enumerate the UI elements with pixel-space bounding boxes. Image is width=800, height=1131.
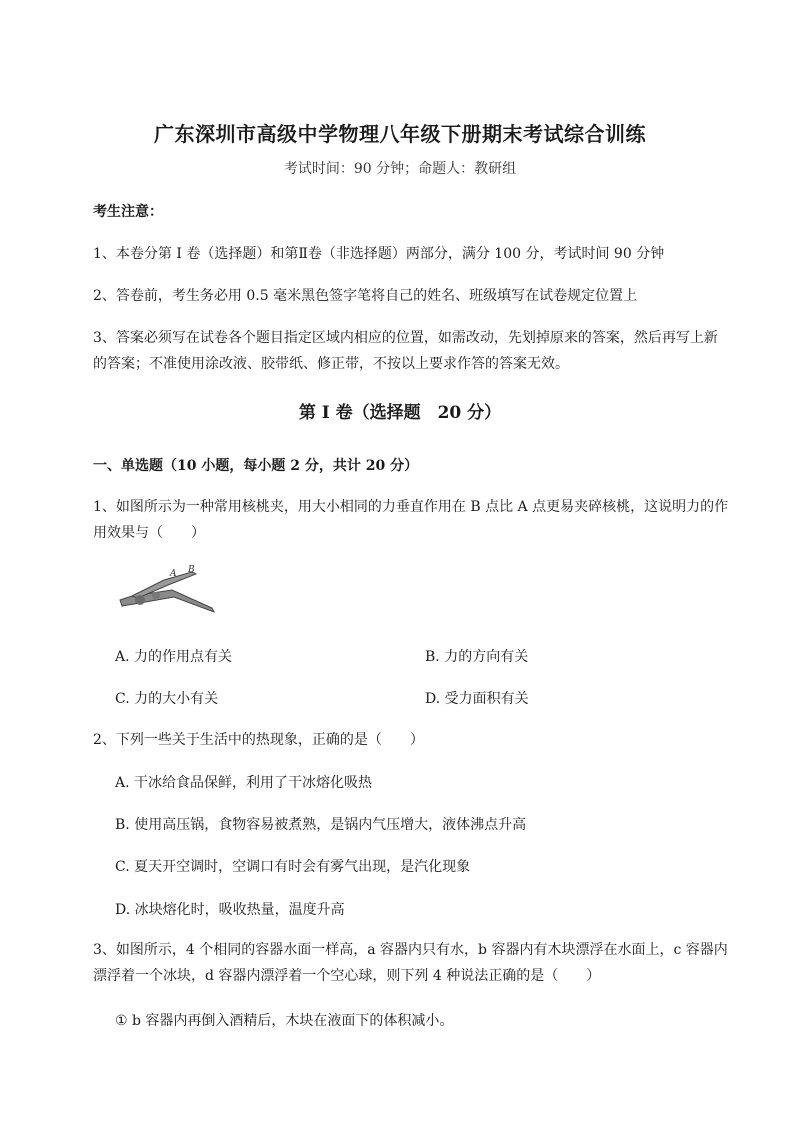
q1-option-a[interactable]: A. 力的作用点有关 <box>115 649 233 665</box>
notice-item-3-cont: 的答案；不准使用涂改液、胶带纸、修正带，不按以上要求作答的答案无效。 <box>93 356 569 372</box>
q2-option-c[interactable]: C. 夏天开空调时，空调口有时会有雾气出现，是汽化现象 <box>115 859 471 875</box>
q1-stem: 1、如图所示为一种常用核桃夹，用大小相同的力垂直作用在 B 点比 A 点更易夹碎核桃，这说明力的作 <box>93 499 729 515</box>
q1-option-c[interactable]: C. 力的大小有关 <box>115 691 219 707</box>
q1-stem-cont: 用效果与（ ） <box>93 525 205 541</box>
notice-heading: 考生注意： <box>93 204 163 220</box>
notice-item-1: 1、本卷分第 I 卷（选择题）和第Ⅱ卷（非选择题）两部分，满分 100 分，考试时间 90 分钟 <box>93 246 665 262</box>
page-title: 广东深圳市高级中学物理八年级下册期末考试综合训练 <box>154 122 646 146</box>
q3-stem: 3、如图所示，4 个相同的容器水面一样高，a 容器内只有水，b 容器内有木块漂浮在水面上，c 容器内 <box>93 942 728 958</box>
q2-option-d[interactable]: D. 冰块熔化时，吸收热量，温度升高 <box>115 902 345 918</box>
nutcracker-figure <box>112 560 224 616</box>
q2-option-a[interactable]: A. 干冰给食品保鲜，利用了干冰熔化吸热 <box>115 775 373 791</box>
q2-option-b[interactable]: B. 使用高压锅，食物容易被煮熟，是锅内气压增大，液体沸点升高 <box>115 817 527 833</box>
exam-info: 考试时间：90 分钟；命题人：教研组 <box>283 161 517 177</box>
q1-option-b[interactable]: B. 力的方向有关 <box>425 649 529 665</box>
figure-label-a: A <box>170 569 177 579</box>
q1-option-d[interactable]: D. 受力面积有关 <box>425 691 529 707</box>
section-heading: 一、单选题（10 小题，每小题 2 分，共计 20 分） <box>93 458 419 474</box>
q2-stem: 2、下列一些关于生活中的热现象，正确的是（ ） <box>93 732 424 748</box>
q3-stem-cont: 漂浮着一个冰块，d 容器内漂浮着一个空心球，则下列 4 种说法正确的是（ ） <box>93 968 601 984</box>
notice-item-3: 3、答案必须写在试卷各个题目指定区域内相应的位置，如需改动，先划掉原来的答案，然后再写上新 <box>93 330 718 346</box>
figure-label-b: B <box>188 565 195 575</box>
part-title: 第 I 卷（选择题 20 分） <box>298 403 502 423</box>
notice-item-2: 2、答卷前，考生务必用 0.5 毫米黑色签字笔将自己的姓名、班级填写在试卷规定位置上 <box>93 288 638 304</box>
q3-statement-1: ① b 容器内再倒入酒精后，木块在液面下的体积减小。 <box>115 1013 454 1029</box>
